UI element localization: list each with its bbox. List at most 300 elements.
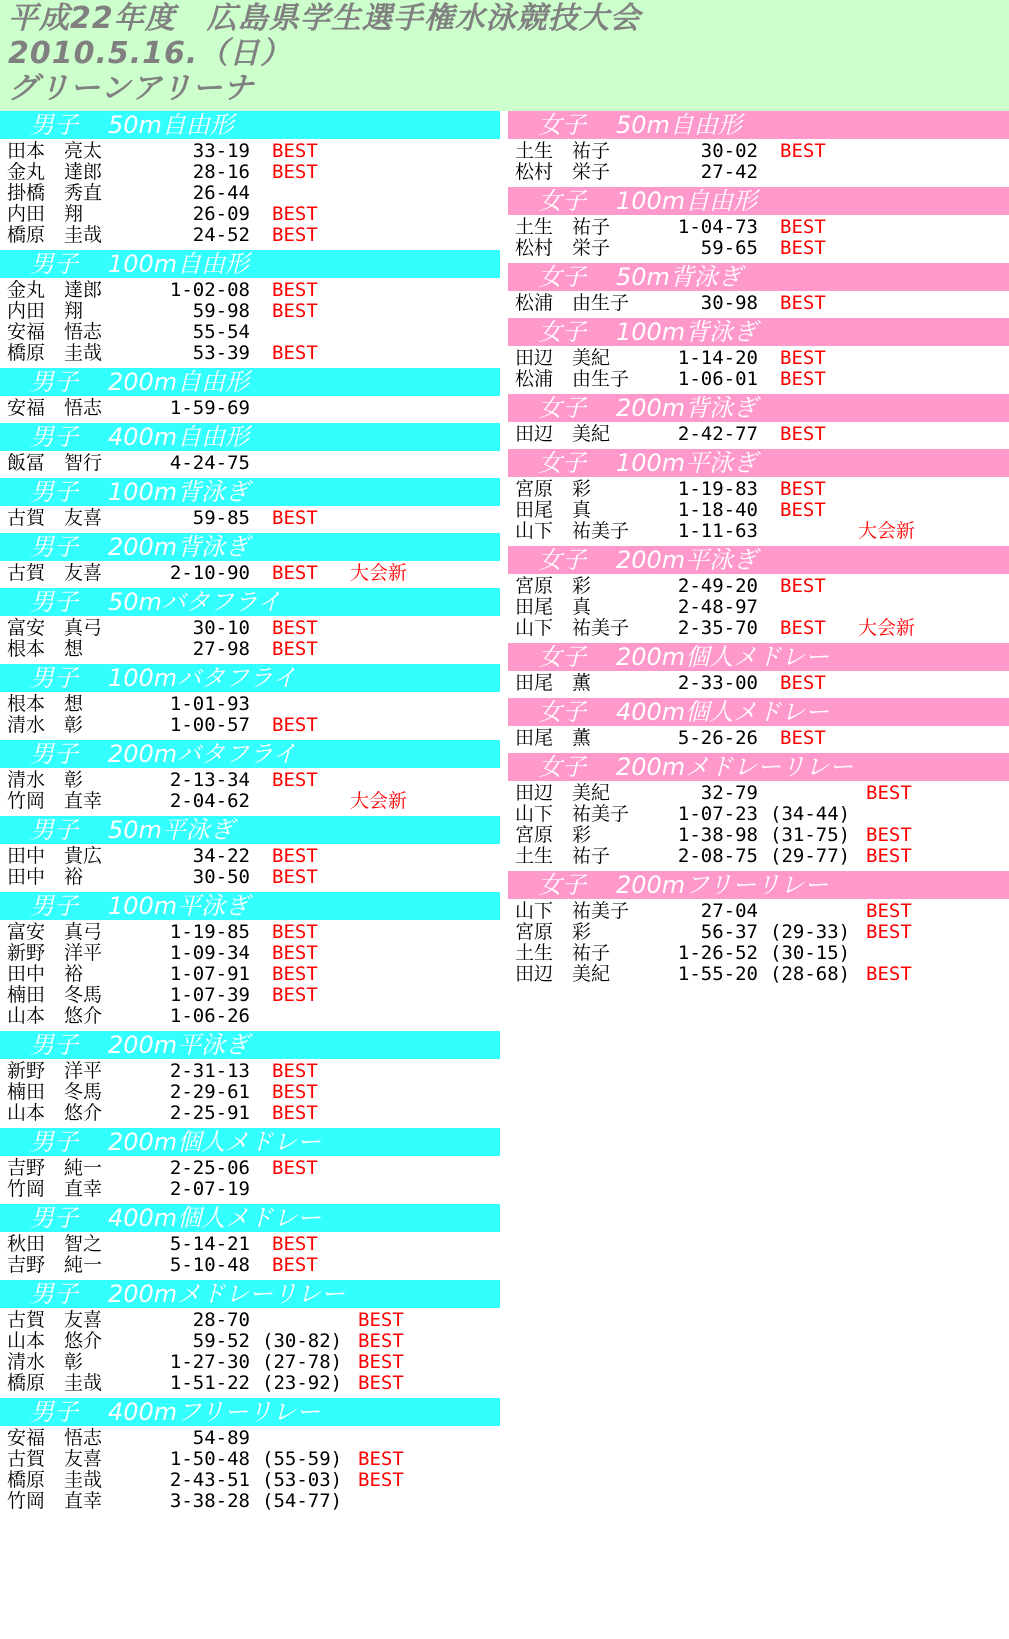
event-name: 100m平泳ぎ: [108, 892, 250, 920]
swimmer-name: 山本 悠介: [7, 1005, 103, 1027]
result-row: [508, 293, 1009, 314]
gender-label: 女子: [538, 111, 586, 139]
event-title: [508, 871, 1009, 899]
swimmer-name: 田中 裕: [7, 963, 84, 985]
result-time: 1-07-39: [169, 984, 250, 1006]
result-time: 1-19-85: [169, 921, 250, 943]
result-row: [0, 922, 500, 943]
swimmer-name: 富安 真弓: [7, 617, 103, 639]
swimmer-name: 田中 裕: [7, 866, 84, 888]
event-title: [0, 1128, 500, 1156]
best-mark: BEST: [272, 562, 318, 584]
best-mark: BEST: [272, 1060, 318, 1082]
event-title: [0, 892, 500, 920]
result-row: [0, 280, 500, 301]
event-title: [0, 588, 500, 616]
gender-label: 男子: [30, 1398, 78, 1426]
best-mark: BEST: [272, 638, 318, 660]
result-row: [508, 348, 1009, 369]
gender-label: 男子: [30, 892, 78, 920]
swimmer-name: 金丸 達郎: [7, 161, 103, 183]
event-section: [508, 394, 1009, 445]
result-row: [508, 479, 1009, 500]
result-time: 1-07-23: [677, 803, 758, 825]
event-name: 100mバタフライ: [108, 664, 297, 692]
result-row: [0, 770, 500, 791]
result-row: [0, 508, 500, 529]
result-time: 54-89: [192, 1427, 250, 1449]
result-time: 4-24-75: [169, 452, 250, 474]
result-time: 1-51-22: [169, 1372, 250, 1394]
swimmer-name: 安福 悟志: [7, 1427, 103, 1449]
result-row: [0, 1082, 500, 1103]
best-mark: BEST: [272, 1081, 318, 1103]
result-time: 5-10-48: [169, 1254, 250, 1276]
meet-record-mark: 大会新: [350, 790, 408, 812]
swimmer-name: 古賀 友喜: [7, 1309, 103, 1331]
result-row: [0, 964, 500, 985]
result-time: 1-04-73: [677, 216, 758, 238]
result-time: 5-14-21: [169, 1233, 250, 1255]
event-title: [0, 1398, 500, 1426]
result-time: 26-44: [192, 182, 250, 204]
swimmer-name: 橋原 圭哉: [7, 342, 103, 364]
gender-label: 女子: [538, 318, 586, 346]
result-row: [0, 183, 500, 204]
result-time: 2-29-61: [169, 1081, 250, 1103]
best-mark: BEST: [780, 672, 826, 694]
event-title: [0, 1204, 500, 1232]
best-mark: BEST: [780, 727, 826, 749]
event-section: [0, 1128, 500, 1200]
event-title: [0, 740, 500, 768]
best-mark: BEST: [272, 714, 318, 736]
gender-label: 男子: [30, 740, 78, 768]
event-title: [0, 816, 500, 844]
best-mark: BEST: [780, 499, 826, 521]
swimmer-name: 楠田 冬馬: [7, 1081, 103, 1103]
swimmer-name: 竹岡 直幸: [7, 1178, 103, 1200]
gender-label: 男子: [30, 111, 78, 139]
event-name: 400m個人メドレー: [616, 698, 830, 726]
swimmer-name: 古賀 友喜: [7, 1448, 103, 1470]
result-time: 27-98: [192, 638, 250, 660]
swimmer-name: 土生 祐子: [515, 216, 611, 238]
best-mark: BEST: [866, 824, 912, 846]
gender-label: 男子: [30, 1204, 78, 1232]
event-section: [0, 740, 500, 812]
event-title: [508, 698, 1009, 726]
meet-date: 2010.5.16.（日）: [8, 36, 292, 71]
split-time: (54-77): [262, 1490, 343, 1512]
best-mark: BEST: [780, 216, 826, 238]
swimmer-name: 宮原 彩: [515, 478, 592, 500]
result-row: [0, 867, 500, 888]
result-row: [0, 1103, 500, 1124]
best-mark: BEST: [272, 279, 318, 301]
result-time: 2-35-70: [677, 617, 758, 639]
result-time: 2-10-90: [169, 562, 250, 584]
result-time: 59-52: [192, 1330, 250, 1352]
result-time: 1-09-34: [169, 942, 250, 964]
men-results-column: [0, 111, 500, 1516]
result-time: 1-27-30: [169, 1351, 250, 1373]
meet-venue: グリーンアリーナ: [8, 71, 255, 106]
swimmer-name: 竹岡 直幸: [7, 1490, 103, 1512]
swimmer-name: 山下 祐美子: [515, 617, 630, 639]
result-time: 2-31-13: [169, 1060, 250, 1082]
event-section: [508, 753, 1009, 867]
split-time: (23-92): [262, 1372, 343, 1394]
swimmer-name: 安福 悟志: [7, 321, 103, 343]
result-time: 5-26-26: [677, 727, 758, 749]
result-row: [508, 597, 1009, 618]
swimmer-name: 新野 洋平: [7, 1060, 103, 1082]
result-row: [0, 398, 500, 419]
result-time: 56-37: [700, 921, 758, 943]
result-row: [0, 1061, 500, 1082]
result-time: 32-79: [700, 782, 758, 804]
event-name: 200m自由形: [108, 368, 250, 396]
result-row: [508, 576, 1009, 597]
result-time: 28-16: [192, 161, 250, 183]
meet-record-mark: 大会新: [858, 520, 916, 542]
swimmer-name: 吉野 純一: [7, 1157, 103, 1179]
result-time: 55-54: [192, 321, 250, 343]
best-mark: BEST: [866, 845, 912, 867]
swimmer-name: 土生 祐子: [515, 140, 611, 162]
result-row: [0, 1373, 500, 1394]
result-time: 2-13-34: [169, 769, 250, 791]
result-time: 30-98: [700, 292, 758, 314]
best-mark: BEST: [358, 1309, 404, 1331]
best-mark: BEST: [272, 984, 318, 1006]
result-time: 2-43-51: [169, 1469, 250, 1491]
best-mark: BEST: [780, 368, 826, 390]
swimmer-name: 田尾 真: [515, 596, 592, 618]
meet-record-mark: 大会新: [350, 562, 408, 584]
swimmer-name: 松村 栄子: [515, 237, 611, 259]
swimmer-name: 清水 彰: [7, 1351, 84, 1373]
best-mark: BEST: [272, 769, 318, 791]
swimmer-name: 田本 亮太: [7, 140, 103, 162]
swimmer-name: 宮原 彩: [515, 824, 592, 846]
event-name: 200m背泳ぎ: [108, 533, 250, 561]
meet-record-mark: 大会新: [858, 617, 916, 639]
swimmer-name: 古賀 友喜: [7, 562, 103, 584]
result-time: 2-25-06: [169, 1157, 250, 1179]
event-name: 200mフリーリレー: [616, 871, 829, 899]
event-title: [0, 423, 500, 451]
best-mark: BEST: [358, 1351, 404, 1373]
result-time: 2-04-62: [169, 790, 250, 812]
event-title: [508, 318, 1009, 346]
event-section: [0, 588, 500, 660]
event-section: [508, 111, 1009, 183]
gender-label: 男子: [30, 478, 78, 506]
result-time: 27-42: [700, 161, 758, 183]
swimmer-name: 竹岡 直幸: [7, 790, 103, 812]
result-time: 33-19: [192, 140, 250, 162]
swimmer-name: 橋原 圭哉: [7, 1372, 103, 1394]
result-time: 1-55-20: [677, 963, 758, 985]
split-time: (28-68): [770, 963, 851, 985]
split-time: (29-77): [770, 845, 851, 867]
result-row: [0, 1449, 500, 1470]
gender-label: 女子: [538, 394, 586, 422]
gender-label: 男子: [30, 250, 78, 278]
women-results-column: [508, 111, 1009, 989]
result-time: 1-38-98: [677, 824, 758, 846]
best-mark: BEST: [272, 866, 318, 888]
result-row: [0, 1234, 500, 1255]
swimmer-name: 楠田 冬馬: [7, 984, 103, 1006]
event-name: 100m背泳ぎ: [616, 318, 758, 346]
event-name: 200mメドレーリレー: [108, 1280, 346, 1308]
result-time: 30-02: [700, 140, 758, 162]
event-title: [508, 753, 1009, 781]
swimmer-name: 橋原 圭哉: [7, 224, 103, 246]
swimmer-name: 田辺 美紀: [515, 963, 611, 985]
swimmer-name: 新野 洋平: [7, 942, 103, 964]
event-name: 200m背泳ぎ: [616, 394, 758, 422]
result-row: [0, 225, 500, 246]
event-title: [0, 1280, 500, 1308]
swimmer-name: 秋田 智之: [7, 1233, 103, 1255]
result-time: 1-06-26: [169, 1005, 250, 1027]
event-name: 100m背泳ぎ: [108, 478, 250, 506]
result-row: [0, 322, 500, 343]
result-row: [0, 1491, 500, 1512]
result-row: [0, 618, 500, 639]
result-row: [0, 1352, 500, 1373]
event-name: 100m平泳ぎ: [616, 449, 758, 477]
swimmer-name: 山本 悠介: [7, 1102, 103, 1124]
event-section: [0, 368, 500, 419]
swimmer-name: 田辺 美紀: [515, 347, 611, 369]
gender-label: 男子: [30, 664, 78, 692]
swimmer-name: 富安 真弓: [7, 921, 103, 943]
best-mark: BEST: [358, 1448, 404, 1470]
result-time: 1-50-48: [169, 1448, 250, 1470]
page-header: [0, 0, 1009, 111]
result-time: 1-14-20: [677, 347, 758, 369]
gender-label: 男子: [30, 816, 78, 844]
result-row: [0, 141, 500, 162]
swimmer-name: 根本 想: [7, 693, 84, 715]
event-name: 50m背泳ぎ: [616, 263, 742, 291]
result-row: [508, 162, 1009, 183]
swimmer-name: 田辺 美紀: [515, 782, 611, 804]
result-row: [508, 217, 1009, 238]
swimmer-name: 根本 想: [7, 638, 84, 660]
result-time: 59-65: [700, 237, 758, 259]
result-row: [508, 728, 1009, 749]
result-time: 2-07-19: [169, 1178, 250, 1200]
best-mark: BEST: [780, 617, 826, 639]
event-name: 200mバタフライ: [108, 740, 297, 768]
swimmer-name: 金丸 達郎: [7, 279, 103, 301]
best-mark: BEST: [272, 342, 318, 364]
result-time: 34-22: [192, 845, 250, 867]
result-row: [0, 791, 500, 812]
event-section: [0, 664, 500, 736]
swimmer-name: 山下 祐美子: [515, 900, 630, 922]
best-mark: BEST: [866, 900, 912, 922]
event-name: 200mメドレーリレー: [616, 753, 854, 781]
swimmer-name: 清水 彰: [7, 769, 84, 791]
result-row: [508, 500, 1009, 521]
result-time: 2-48-97: [677, 596, 758, 618]
result-row: [508, 846, 1009, 867]
result-time: 53-39: [192, 342, 250, 364]
result-row: [0, 1331, 500, 1352]
gender-label: 女子: [538, 871, 586, 899]
result-row: [508, 673, 1009, 694]
result-row: [0, 943, 500, 964]
result-row: [0, 1255, 500, 1276]
gender-label: 男子: [30, 588, 78, 616]
result-time: 1-01-93: [169, 693, 250, 715]
result-row: [0, 985, 500, 1006]
result-time: 59-85: [192, 507, 250, 529]
swimmer-name: 掛橋 秀直: [7, 182, 103, 204]
best-mark: BEST: [780, 237, 826, 259]
best-mark: BEST: [358, 1372, 404, 1394]
result-time: 1-06-01: [677, 368, 758, 390]
best-mark: BEST: [780, 575, 826, 597]
best-mark: BEST: [780, 478, 826, 500]
result-time: 2-25-91: [169, 1102, 250, 1124]
swimmer-name: 松村 栄子: [515, 161, 611, 183]
event-name: 200m個人メドレー: [108, 1128, 322, 1156]
event-title: [508, 187, 1009, 215]
result-row: [0, 715, 500, 736]
split-time: (30-15): [770, 942, 851, 964]
result-row: [508, 618, 1009, 639]
result-time: 2-33-00: [677, 672, 758, 694]
result-time: 1-02-08: [169, 279, 250, 301]
result-row: [0, 694, 500, 715]
result-time: 30-10: [192, 617, 250, 639]
result-row: [0, 204, 500, 225]
result-row: [508, 521, 1009, 542]
swimmer-name: 宮原 彩: [515, 921, 592, 943]
split-time: (29-33): [770, 921, 851, 943]
swimmer-name: 山下 祐美子: [515, 520, 630, 542]
result-row: [508, 825, 1009, 846]
best-mark: BEST: [358, 1330, 404, 1352]
result-row: [0, 343, 500, 364]
event-title: [0, 478, 500, 506]
event-section: [0, 1031, 500, 1124]
result-time: 2-49-20: [677, 575, 758, 597]
swimmer-name: 山下 祐美子: [515, 803, 630, 825]
event-name: 100m自由形: [616, 187, 758, 215]
result-row: [0, 453, 500, 474]
swimmer-name: 橋原 圭哉: [7, 1469, 103, 1491]
event-title: [508, 394, 1009, 422]
best-mark: BEST: [866, 782, 912, 804]
event-section: [0, 533, 500, 584]
event-section: [508, 187, 1009, 259]
event-name: 50m平泳ぎ: [108, 816, 234, 844]
gender-label: 女子: [538, 643, 586, 671]
event-title: [508, 111, 1009, 139]
event-name: 100m自由形: [108, 250, 250, 278]
best-mark: BEST: [272, 1102, 318, 1124]
result-row: [508, 141, 1009, 162]
gender-label: 男子: [30, 423, 78, 451]
best-mark: BEST: [866, 921, 912, 943]
result-time: 2-08-75: [677, 845, 758, 867]
swimmer-name: 吉野 純一: [7, 1254, 103, 1276]
best-mark: BEST: [866, 963, 912, 985]
result-row: [0, 301, 500, 322]
best-mark: BEST: [272, 845, 318, 867]
result-row: [508, 238, 1009, 259]
result-time: 3-38-28: [169, 1490, 250, 1512]
best-mark: BEST: [272, 921, 318, 943]
best-mark: BEST: [780, 347, 826, 369]
result-row: [508, 901, 1009, 922]
event-section: [508, 318, 1009, 390]
result-time: 27-04: [700, 900, 758, 922]
swimmer-name: 清水 彰: [7, 714, 84, 736]
result-time: 1-19-83: [677, 478, 758, 500]
result-time: 1-18-40: [677, 499, 758, 521]
result-row: [0, 1158, 500, 1179]
result-time: 59-98: [192, 300, 250, 322]
event-section: [508, 643, 1009, 694]
event-section: [0, 1204, 500, 1276]
event-section: [508, 449, 1009, 542]
result-row: [508, 964, 1009, 985]
swimmer-name: 田中 貴広: [7, 845, 103, 867]
gender-label: 女子: [538, 263, 586, 291]
split-time: (30-82): [262, 1330, 343, 1352]
best-mark: BEST: [272, 300, 318, 322]
gender-label: 男子: [30, 1280, 78, 1308]
best-mark: BEST: [272, 942, 318, 964]
event-section: [508, 263, 1009, 314]
result-time: 30-50: [192, 866, 250, 888]
swimmer-name: 宮原 彩: [515, 575, 592, 597]
result-row: [0, 846, 500, 867]
event-name: 400mフリーリレー: [108, 1398, 321, 1426]
best-mark: BEST: [272, 140, 318, 162]
result-row: [508, 922, 1009, 943]
best-mark: BEST: [272, 1233, 318, 1255]
best-mark: BEST: [272, 203, 318, 225]
event-section: [508, 698, 1009, 749]
result-row: [0, 162, 500, 183]
event-section: [508, 546, 1009, 639]
split-time: (27-78): [262, 1351, 343, 1373]
result-row: [508, 804, 1009, 825]
swimmer-name: 土生 祐子: [515, 942, 611, 964]
result-row: [508, 783, 1009, 804]
result-time: 26-09: [192, 203, 250, 225]
gender-label: 男子: [30, 533, 78, 561]
result-row: [0, 1179, 500, 1200]
event-title: [0, 664, 500, 692]
event-title: [508, 643, 1009, 671]
gender-label: 女子: [538, 187, 586, 215]
event-name: 200m個人メドレー: [616, 643, 830, 671]
best-mark: BEST: [272, 224, 318, 246]
gender-label: 女子: [538, 753, 586, 781]
